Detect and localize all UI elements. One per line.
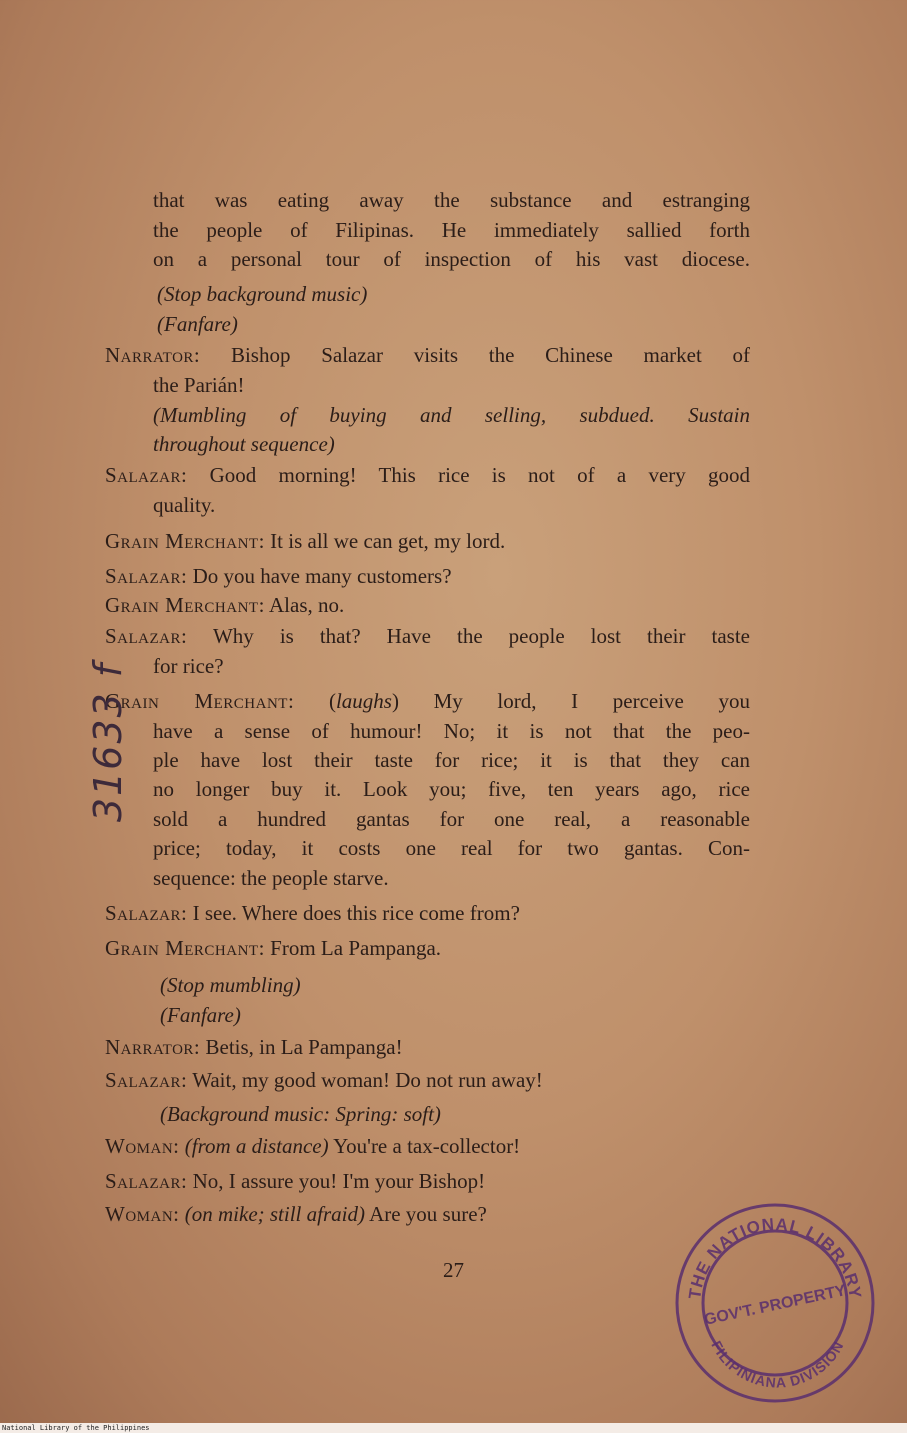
dialogue-line: Grain Merchant: (laughs) My lord, I perceive you — [105, 689, 750, 713]
dialogue-text: Bishop Salazar visits the Chinese market of — [200, 343, 750, 367]
footer-credit: National Library of the Philippines — [0, 1423, 907, 1433]
dialogue-line — [105, 341, 750, 369]
stage-direction-inline: laughs — [335, 689, 392, 713]
dialogue-continuation: sold a hundred gantas for one real, a reasonable — [153, 807, 750, 831]
dialogue-continuation: no longer buy it. Look you; five, ten years ago, rice — [153, 777, 750, 801]
speaker-name: Grain Merchant: — [105, 689, 295, 713]
narration-line: on a personal tour of inspection of his vast diocese. — [153, 247, 750, 271]
speaker-name: Salazar: — [105, 1169, 188, 1193]
dialogue-text: Why is that? Have the people lost their taste — [187, 624, 750, 648]
stage-direction: (Mumbling of buying and selling, subdued. Sustain — [153, 403, 750, 427]
dialogue-line — [105, 1066, 543, 1094]
stamp-top-text: THE NATIONAL LIBRARY — [685, 1214, 865, 1301]
svg-text:FILIPINIANA DIVISION — [708, 1338, 846, 1391]
dialogue-line — [105, 591, 344, 619]
page-number: 27 — [443, 1258, 464, 1282]
stage-direction: (Background music: Spring: soft) — [160, 1102, 441, 1126]
speaker-name: Salazar: — [105, 901, 188, 925]
dialogue-continuation: the Parián! — [153, 373, 245, 397]
dialogue-text: It is all we can get, my lord. — [264, 529, 506, 553]
dialogue-line — [105, 899, 520, 927]
stage-direction-inline: (from a distance) — [179, 1134, 329, 1158]
dialogue-line — [105, 1200, 487, 1228]
stage-direction-inline: (on mike; still afraid) — [179, 1202, 365, 1226]
dialogue-continuation: sequence: the people starve. — [153, 866, 389, 890]
dialogue-text: I see. Where does this rice come from? — [187, 901, 520, 925]
dialogue-line — [105, 562, 452, 590]
dialogue-text: No, I assure you! I'm your Bishop! — [187, 1169, 486, 1193]
stage-direction: (Stop mumbling) — [160, 973, 301, 997]
dialogue-line — [105, 1167, 485, 1195]
library-stamp — [670, 1195, 880, 1405]
dialogue-continuation: price; today, it costs one real for two gantas. Con- — [153, 836, 750, 860]
dialogue-line — [105, 461, 750, 489]
dialogue-continuation: have a sense of humour! No; it is not that the peo- — [153, 719, 750, 743]
dialogue-continuation: quality. — [153, 493, 216, 517]
dialogue-text: Do you have many customers? — [187, 564, 452, 588]
dialogue-line — [105, 1033, 403, 1061]
speaker-name: Narrator: — [105, 1035, 201, 1059]
dialogue-text: Are you sure? — [364, 1202, 487, 1226]
dialogue-text: Wait, my good woman! Do not run away! — [187, 1068, 543, 1092]
speaker-name: Grain Merchant: — [105, 529, 265, 553]
speaker-name: Woman: — [105, 1202, 180, 1226]
stage-direction: throughout sequence) — [153, 432, 335, 456]
stamp-bottom-text: FILIPINIANA DIVISION — [708, 1338, 847, 1391]
dialogue-line — [105, 527, 505, 555]
stage-direction: (Stop background music) — [157, 282, 368, 306]
dialogue-continuation: ple have lost their taste for rice; it is that they can — [153, 748, 750, 772]
speaker-name: Grain Merchant: — [105, 936, 265, 960]
handwritten-margin-note: 31633 f — [86, 661, 131, 823]
speaker-name: Narrator: — [105, 343, 201, 367]
dialogue-line — [105, 1132, 520, 1160]
speaker-name: Salazar: — [105, 624, 188, 648]
speaker-name: Grain Merchant: — [105, 593, 265, 617]
dialogue-text: Betis, in La Pampanga! — [200, 1035, 403, 1059]
dialogue-line — [105, 934, 441, 962]
dialogue-text: Good morning! This rice is not of a very good — [187, 463, 750, 487]
narration-line: the people of Filipinas. He immediately sallied forth — [153, 218, 750, 242]
speaker-name: Woman: — [105, 1134, 180, 1158]
narration-line: that was eating away the substance and estranging — [153, 188, 750, 212]
stamp-middle-text: GOV'T. PROPERTY — [702, 1282, 848, 1329]
dialogue-text: You're a tax-collector! — [328, 1134, 521, 1158]
speaker-name: Salazar: — [105, 463, 188, 487]
dialogue-continuation: for rice? — [153, 654, 224, 678]
stage-direction: (Fanfare) — [157, 312, 238, 336]
speaker-name: Salazar: — [105, 1068, 188, 1092]
speaker-name: Salazar: — [105, 564, 188, 588]
stage-direction: (Fanfare) — [160, 1003, 241, 1027]
dialogue-line — [105, 622, 750, 650]
dialogue-text: Alas, no. — [264, 593, 345, 617]
dialogue-text: From La Pampanga. — [264, 936, 442, 960]
